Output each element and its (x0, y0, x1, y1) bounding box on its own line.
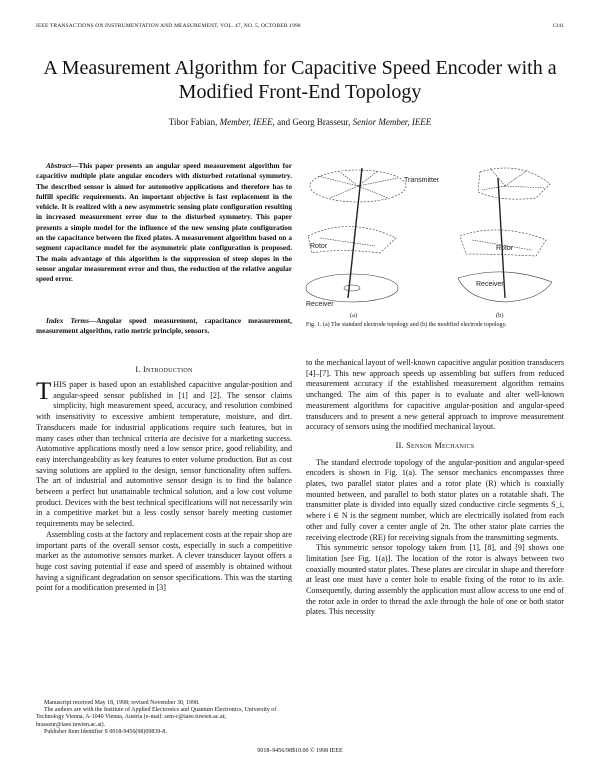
footnote-received: Manuscript received May 18, 1998; revised November 30, 1998. (44, 700, 200, 706)
right-paragraph-continued: to the mechanical layout of well-known capacitive angular position transducers [4]–[7]. This new approach speeds up assembling but suffers from reduced measurement accuracy if the established measurement algorithm remains unchanged. The aim of this paper is to evaluate and alter well-known measurement algorithms for capacitive angular-position and angular-speed transducers and to present a new general approach to improve measurement accuracy of sensors using the modified mechanical layout. (306, 358, 564, 432)
section-1-heading: I. Introduction (135, 365, 193, 374)
label-rotor-a: Rotor (310, 243, 328, 250)
index-terms-text: Angular speed measurement, capacitance measurement, measurement algorithm, ratio metric principle, sensors. (36, 316, 293, 336)
journal-name: IEEE TRANSACTIONS ON INSTRUMENTATION AND MEASUREMENT, VOL. 47, NO. 5, OCTOBER 1998 (36, 23, 301, 29)
index-terms-label: Index Terms— (46, 316, 97, 325)
author-2: and Georg Brasseur, (277, 117, 351, 127)
index-terms (36, 316, 292, 337)
label-transmitter: Transmitter (404, 177, 440, 184)
figure-1a-drawing (306, 168, 406, 302)
figure-1b-drawing (458, 168, 552, 302)
introduction-body (36, 380, 292, 594)
footnote-pii: Publisher Item Identifier S 0018-9456(98)09839-8. (44, 728, 167, 735)
figure-caption: Fig. 1. (a) The standard electrode topology and (b) the modified electrode topology. (306, 322, 507, 328)
abstract-text: This paper presents an angular speed measurement algorithm for capacitive multiple plate angular encoders with disturbed rotational symmetry. The described sensor is aimed for automotive applications and therefore has to fulfill specific requirements. An important objective is fast replacement in the vehicle. It is realized with a new asymmetric sensing plate configuration resulting in increased measurement error due to the disturbed symmetry. This paper presents a simple model for the influence of the new sensing plate configuration on the capacitance between the fixed plates. A measurement algorithm based on a segment capacitance model for the asymmetric plate configuration is proposed. The main advantage of this algorithm is the suppression of steep slopes in the sensor angular measurement error and thus, the reduction of the relative angular speed error. (36, 161, 292, 284)
author-1: Tibor Fabian, (168, 117, 218, 127)
intro-paragraph-1: THIS paper is based upon an established capacitive angular-position and angular-speed sensor published in [1] and [2]. The sensor claims simplicity, high measurement speed, accuracy, and resolution combined with insensitivity to excessive ambient temperature, moisture, and dirt. Transducers made for industrial applications require such features, but in many cases other than technical criteria are decisive for a marketing success. Automotive applications mostly need a low sensor price, good reliability, and easy interchangeability as key features to enter volume production. But as cost saving solutions are applied to the design, sensor functionality often suffers. The art of industrial and automotive sensor design is to find the balance between a perfect but unattainable technical solution, and a low cost volume product. Devices with the best technical specifications will not necessarily win in a competitive market but a less costly sensor barely meeting customer requirements may be selected. (36, 378, 292, 529)
paper-title: A Measurement Algorithm for Capacitive Speed Encoder with a Modified Front-End Topology (43, 57, 557, 103)
running-header (36, 23, 564, 33)
copyright-footer: 0018–9456/98$10.00 © 1998 IEEE (257, 748, 343, 754)
mechanics-paragraph-1: The standard electrode topology of the angular-position and angular-speed encoders is shown in Fig. 1(a). The sensor mechanics encompasses three plates, two parallel stator plates and a rotor plate (R) which is coaxially mounted between, and parallel to both stator plates on a rotatable shaft. The transmitter plate is divided into equally sized conductive circle segments S_i, where i ∈ N is the segment number, which are electrically isolated from each other and fully cover a center angle of 2π. The other stator plate carries the receiving electrode (RE) for receiving signals from the transmitting segments. (306, 457, 564, 542)
label-rotor-b: Rotor (496, 245, 514, 252)
author-1-role: Member, IEEE, (219, 117, 275, 127)
figure-1 (300, 158, 564, 318)
page-number: 1341 (552, 23, 564, 29)
subfigure-label-b: (b) (496, 312, 504, 318)
label-receiver-b: Receiver (476, 281, 504, 288)
author-2-role: Senior Member, IEEE (352, 117, 432, 127)
label-receiver-a: Receiver (306, 301, 334, 308)
intro-paragraph-2: Assembling costs at the factory and replacement costs at the repair shop are important parts of the overall sensor costs, especially in such a competitive market as the automotive sensors market. A clever transducer layout offers a huge cost saving potential if ease and speed of assembly is obtained without having a significant degradation on sensor specifications. This was the starting point for a modification presented in [3] (36, 529, 292, 593)
section-2-heading: II. Sensor Mechanics (395, 440, 475, 450)
mechanics-paragraph-2: This symmetric sensor topology taken from [1], [8], and [9] shows one limitation [see Fig. 1(a)]. The location of the rotor is always between two coaxially mounted stator plates. These plates are circular in shape and therefore at least one must have a center hole to enable fixing of the rotor to its axle. Consequently, during assembly the application must allow access to one end of the rotor axle in order to thread the axle through the hole of one or both stator plates. This necessity (306, 543, 564, 617)
footnote-affiliation: The authors are with the Institute of Applied Electronics and Quantum Electronics, University of Technology Vienna, A-1040 Vienna, Austria (e-mail: sem-c@iaee.tuwien.ac.at; brasseur@iaee.tuwien.ac.at). (36, 707, 277, 728)
subfigure-label-a: (a) (350, 312, 358, 318)
abstract (36, 161, 292, 285)
drop-cap: T (36, 378, 52, 405)
author-line (36, 117, 564, 127)
footnote (36, 700, 292, 736)
abstract-label: Abstract— (46, 161, 79, 170)
right-column-body (306, 358, 564, 618)
